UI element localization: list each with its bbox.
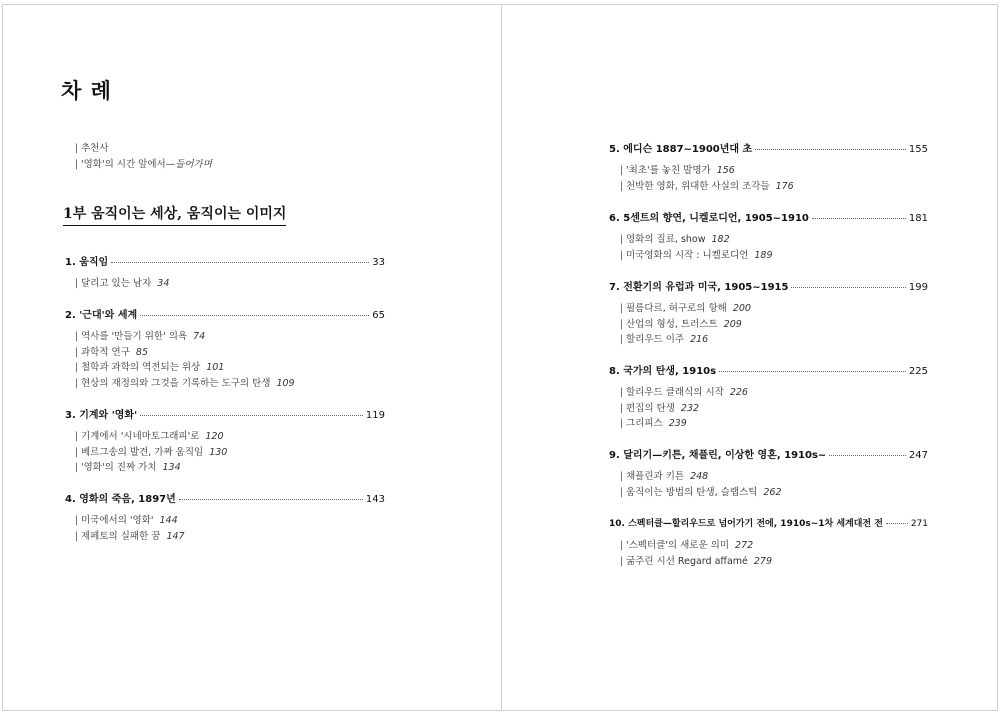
subsection-item: | 편집의 탄생 232 <box>620 402 700 414</box>
subsection-item: | 영화의 질료, show 182 <box>620 234 730 245</box>
subsection-list <box>75 329 295 391</box>
subsection-item: | 미국영화의 시작 : 니켈로디언 189 <box>620 249 773 261</box>
subsection-item: | 산업의 형성, 트러스트 209 <box>620 318 742 330</box>
subsection-list <box>75 513 185 544</box>
chapter-heading: 6. 5센트의 향연, 니켈로디언, 1905~1910 181 <box>609 213 928 224</box>
chapter-heading: 10. 스펙터클—할리우드로 넘어가기 전에, 1910s~1차 세계대전 전 271 <box>609 519 928 529</box>
chapter-heading: 1. 움직임 33 <box>65 257 385 268</box>
subsection-item: | 천박한 영화, 위대한 사실의 조각들 176 <box>620 180 794 192</box>
toc-title: 차 례 <box>61 79 112 103</box>
subsection-list <box>75 429 227 476</box>
left-page <box>3 5 501 710</box>
chapter-heading: 3. 기계와 '영화' 119 <box>65 410 385 421</box>
subsection-item: | 할리우드 이주 216 <box>620 334 709 345</box>
subsection-item: | 굶주린 시선 Regard affamé 279 <box>620 555 773 567</box>
subsection-item: | '스펙터클'의 새로운 의미 272 <box>620 540 754 551</box>
subsection-item: | 베르그송의 발견, 가짜 움직임 130 <box>75 446 228 458</box>
right-page <box>502 5 999 710</box>
book-spread <box>2 4 998 711</box>
subsection-list <box>620 163 794 194</box>
subsection-item: | 필름다르, 허구로의 항해 200 <box>620 303 751 314</box>
subsection-list <box>620 232 773 263</box>
subsection-item: | 철학과 과학의 역전되는 위상 101 <box>75 362 225 373</box>
subsection-item: | 할리우드 클래식의 시작 226 <box>620 387 748 398</box>
chapter-heading: 7. 전환기의 유럽과 미국, 1905~1915 199 <box>609 282 928 293</box>
subsection-list <box>620 385 748 432</box>
chapter-heading: 9. 달리기—키튼, 채플린, 이상한 영혼, 1910s~ 247 <box>609 450 928 461</box>
chapter-heading: 2. '근대'와 세계 65 <box>65 310 385 321</box>
subsection-item: | 기계에서 '시네마토그래피'로 120 <box>75 431 224 442</box>
subsection-list <box>620 538 772 569</box>
subsection-item: | 제페토의 실패한 꿈 147 <box>75 530 185 542</box>
subsection-item: | 움직이는 방법의 탄생, 슬랩스틱 262 <box>620 486 782 498</box>
intro-item: | '영화'의 시간 앞에서—들어가며 <box>75 158 212 170</box>
subsection-item: | '영화'의 진짜 가치 134 <box>75 462 181 473</box>
subsection-item: | 달리고 있는 남자 34 <box>75 278 170 289</box>
subsection-list <box>75 276 169 292</box>
part-title: 1부 움직이는 세상, 움직이는 이미지 <box>63 203 286 226</box>
subsection-list <box>620 469 782 500</box>
intro-item: | 추천사 <box>75 143 109 154</box>
intro-list <box>75 141 212 172</box>
subsection-list <box>620 301 751 348</box>
subsection-item: | 역사를 '만들기 위한' 의욕 74 <box>75 331 206 342</box>
subsection-item: | 현상의 재정의와 그것을 기록하는 도구의 탄생 109 <box>75 377 295 389</box>
chapter-heading: 5. 에디슨 1887~1900년대 초 155 <box>609 144 928 155</box>
subsection-item: | 미국에서의 '영화' 144 <box>75 515 178 526</box>
chapter-heading: 8. 국가의 탄생, 1910s 225 <box>609 366 928 377</box>
chapter-heading: 4. 영화의 죽음, 1897년 143 <box>65 494 385 505</box>
subsection-item: | 채플린과 키튼 248 <box>620 471 709 482</box>
subsection-item: | '최초'를 놓친 발명가 156 <box>620 165 735 176</box>
subsection-item: | 과학적 연구 85 <box>75 346 148 358</box>
subsection-item: | 그리피스 239 <box>620 418 687 429</box>
